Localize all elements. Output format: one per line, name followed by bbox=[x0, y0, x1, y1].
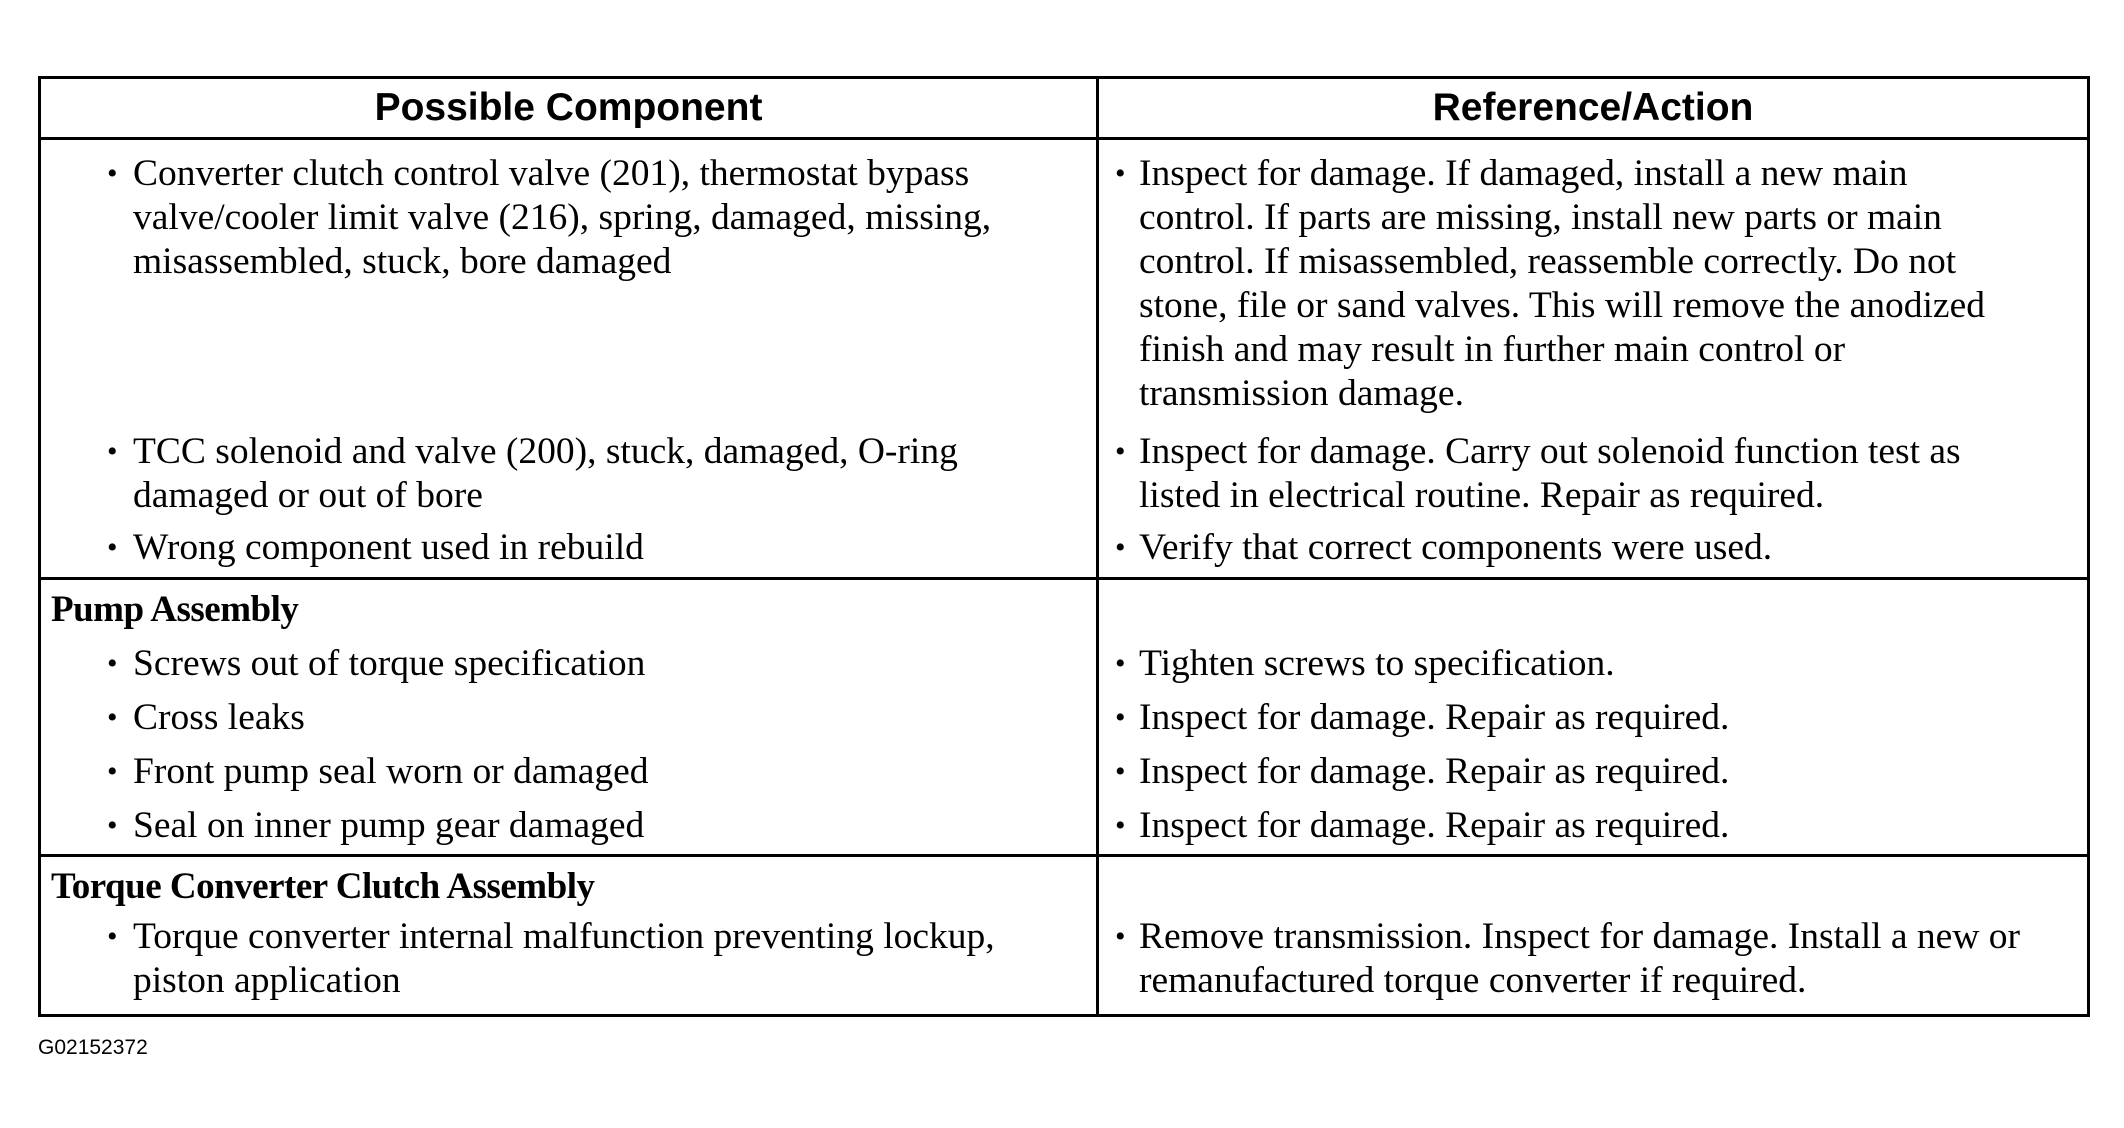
table-header-row bbox=[41, 79, 2087, 137]
action-line: Inspect for damage. Repair as required. bbox=[1139, 697, 1730, 738]
bullet-icon: • bbox=[1115, 701, 1126, 734]
bullet-icon: • bbox=[107, 647, 118, 680]
action-line: stone, file or sand valves. This will remove the anodized bbox=[1139, 285, 1985, 326]
table-row-torque-converter bbox=[41, 854, 2087, 1014]
action-line: Remove transmission. Inspect for damage. Install a new or bbox=[1139, 916, 2021, 957]
action-line: listed in electrical routine. Repair as required. bbox=[1139, 475, 1825, 516]
component-line: Cross leaks bbox=[133, 697, 305, 738]
component-line: misassembled, stuck, bore damaged bbox=[133, 241, 672, 282]
action-line: control. If misassembled, reassemble correctly. Do not bbox=[1139, 241, 1957, 282]
bullet-icon: • bbox=[1115, 435, 1126, 468]
bullet-icon: • bbox=[1115, 920, 1126, 953]
action-cell bbox=[1099, 857, 2087, 1014]
bullet-icon: • bbox=[107, 809, 118, 842]
bullet-icon: • bbox=[107, 157, 118, 190]
component-line: TCC solenoid and valve (200), stuck, damaged, O-ring bbox=[133, 431, 958, 472]
component-line: valve/cooler limit valve (216), spring, damaged, missing, bbox=[133, 197, 992, 238]
component-line: damaged or out of bore bbox=[133, 475, 483, 516]
troubleshooting-table bbox=[38, 76, 2090, 1017]
figure-id: G02152372 bbox=[38, 1036, 148, 1059]
component-cell bbox=[41, 140, 1099, 577]
component-line: Wrong component used in rebuild bbox=[133, 527, 644, 568]
bullet-icon: • bbox=[107, 701, 118, 734]
action-cell bbox=[1099, 140, 2087, 577]
action-line: Inspect for damage. Carry out solenoid function test as bbox=[1139, 431, 1961, 472]
action-line: Inspect for damage. Repair as required. bbox=[1139, 751, 1730, 792]
action-line: remanufactured torque converter if required. bbox=[1139, 960, 1807, 1001]
bullet-icon: • bbox=[107, 755, 118, 788]
bullet-icon: • bbox=[1115, 647, 1126, 680]
action-line: finish and may result in further main control or bbox=[1139, 329, 1846, 370]
action-line: Inspect for damage. Repair as required. bbox=[1139, 805, 1730, 846]
action-cell bbox=[1099, 580, 2087, 854]
component-line: Screws out of torque specification bbox=[133, 643, 646, 684]
bullet-icon: • bbox=[107, 920, 118, 953]
component-cell bbox=[41, 580, 1099, 854]
action-line: control. If parts are missing, install new parts or main bbox=[1139, 197, 1942, 238]
component-line: piston application bbox=[133, 960, 401, 1001]
component-line: Seal on inner pump gear damaged bbox=[133, 805, 645, 846]
bullet-icon: • bbox=[107, 531, 118, 564]
header-reference-action: Reference/Action bbox=[1432, 86, 1754, 129]
component-line: Front pump seal worn or damaged bbox=[133, 751, 649, 792]
table-row-pump-assembly bbox=[41, 577, 2087, 854]
component-cell bbox=[41, 857, 1099, 1014]
bullet-icon: • bbox=[1115, 531, 1126, 564]
bullet-icon: • bbox=[107, 435, 118, 468]
section-title: Pump Assembly bbox=[51, 589, 299, 630]
bullet-icon: • bbox=[1115, 157, 1126, 190]
action-line: Verify that correct components were used. bbox=[1139, 527, 1773, 568]
action-line: Tighten screws to specification. bbox=[1139, 643, 1615, 684]
section-title: Torque Converter Clutch Assembly bbox=[51, 866, 595, 907]
component-line: Torque converter internal malfunction preventing lockup, bbox=[133, 916, 995, 957]
action-line: transmission damage. bbox=[1139, 373, 1464, 414]
table-row-main-control bbox=[41, 137, 2087, 577]
bullet-icon: • bbox=[1115, 809, 1126, 842]
bullet-icon: • bbox=[1115, 755, 1126, 788]
header-possible-component: Possible Component bbox=[41, 79, 1099, 137]
action-line: Inspect for damage. If damaged, install a new main bbox=[1139, 153, 1908, 194]
component-line: Converter clutch control valve (201), thermostat bypass bbox=[133, 153, 970, 194]
